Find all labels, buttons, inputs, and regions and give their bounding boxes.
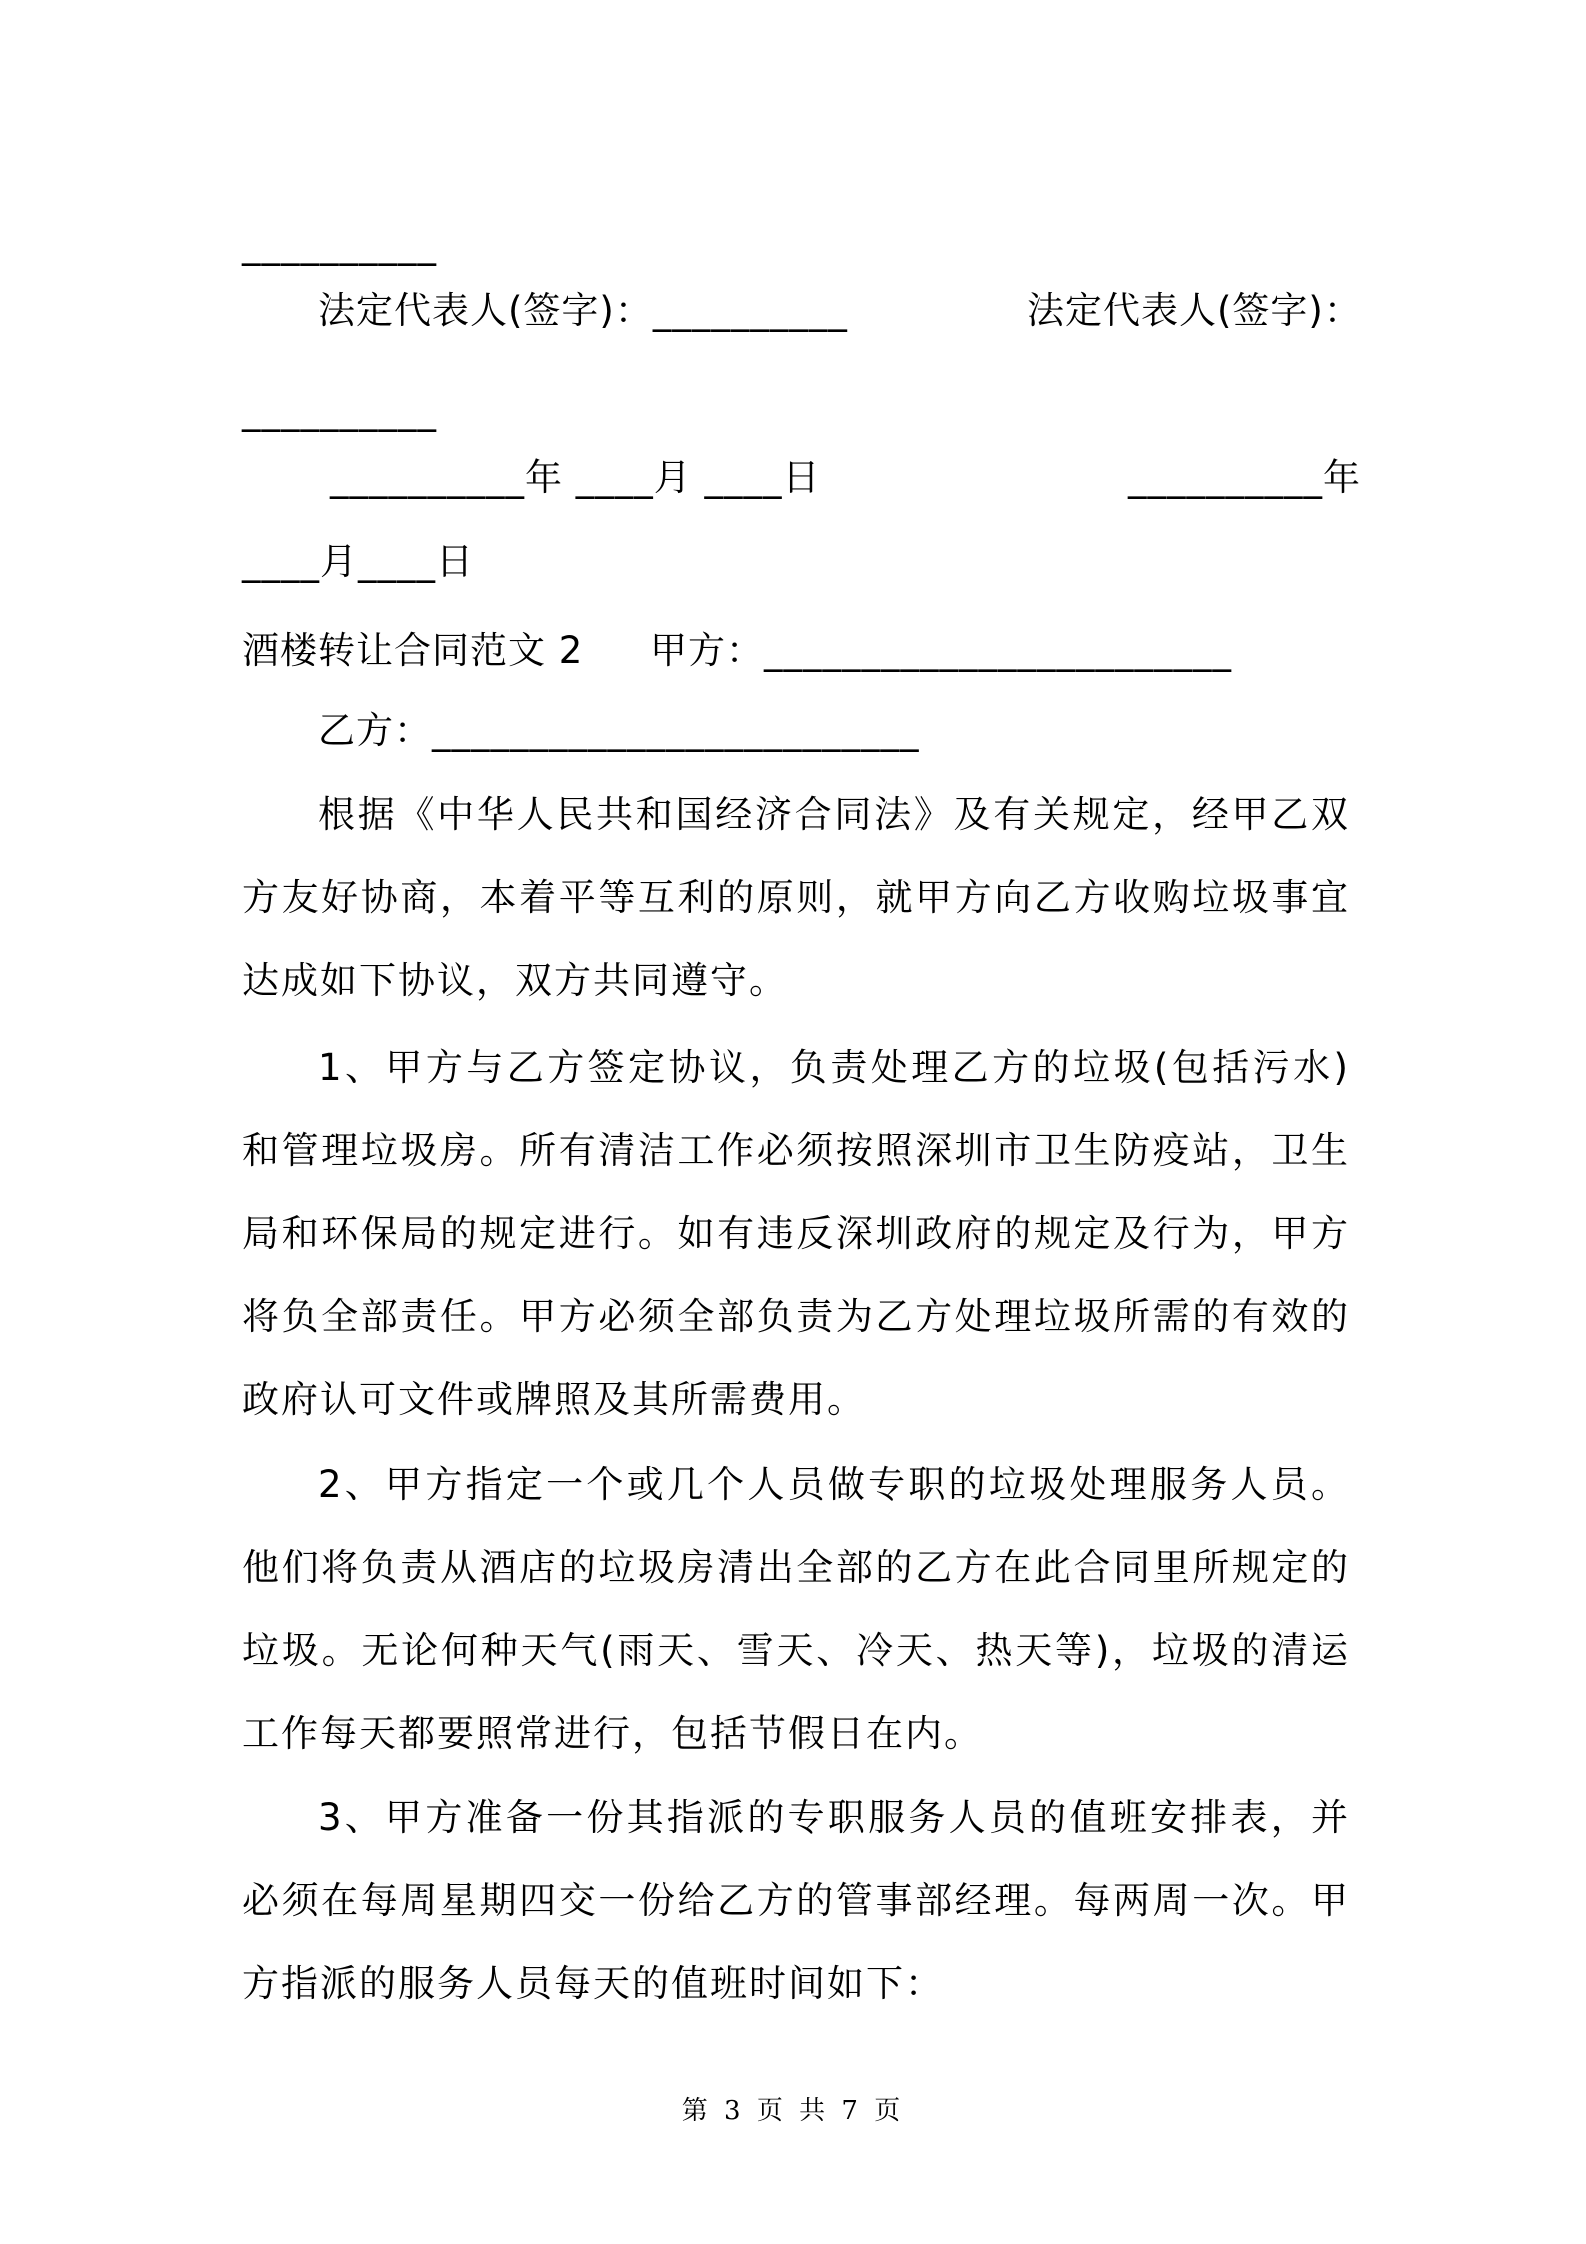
legal-rep-signature-right: 法定代表人(签字)： bbox=[1027, 289, 1362, 332]
date-left: __________年 ____月 ____日 bbox=[330, 456, 821, 499]
paragraph-clause-3: 3、甲方准备一份其指派的专职服务人员的值班安排表，并必须在每周星期四交一份给乙方的管事部经理。每两周一次。甲方指派的服务人员每天的值班时间如下： bbox=[242, 1796, 1350, 2005]
date-right: __________年 bbox=[1128, 456, 1361, 499]
top-blank-line: __________ bbox=[242, 223, 437, 266]
contract-title: 酒楼转让合同范文 2 bbox=[242, 629, 584, 672]
date-right-continued: ____月____日 bbox=[242, 540, 474, 583]
party-a-line: 甲方：________________________ bbox=[650, 629, 1232, 672]
paragraph-clause-1: 1、甲方与乙方签定协议，负责处理乙方的垃圾(包括污水)和管理垃圾房。所有清洁工作必须按照深圳市卫生防疫站，卫生局和环保局的规定进行。如有违反深圳政府的规定及行为，甲方将负全部责任。甲方必须全部负责为乙方处理垃圾所需的有效的政府认可文件或牌照及其所需费用。 bbox=[242, 1046, 1350, 1421]
paragraph-intro: 根据《中华人民共和国经济合同法》及有关规定，经甲乙双方友好协商，本着平等互利的原则，就甲方向乙方收购垃圾事宜达成如下协议，双方共同遵守。 bbox=[242, 793, 1350, 1002]
signature-right-blank: __________ bbox=[242, 389, 437, 432]
page-number-footer: 第 3 页 共 7 页 bbox=[681, 2096, 905, 2126]
legal-rep-signature-left: 法定代表人(签字)：__________ bbox=[318, 289, 848, 332]
party-b-line: 乙方：_________________________ bbox=[318, 709, 920, 752]
paragraph-clause-2: 2、甲方指定一个或几个人员做专职的垃圾处理服务人员。他们将负责从酒店的垃圾房清出全部的乙方在此合同里所规定的垃圾。无论何种天气(雨天、雪天、冷天、热天等)，垃圾的清运工作每天都要照常进行，包括节假日在内。 bbox=[242, 1463, 1350, 1755]
